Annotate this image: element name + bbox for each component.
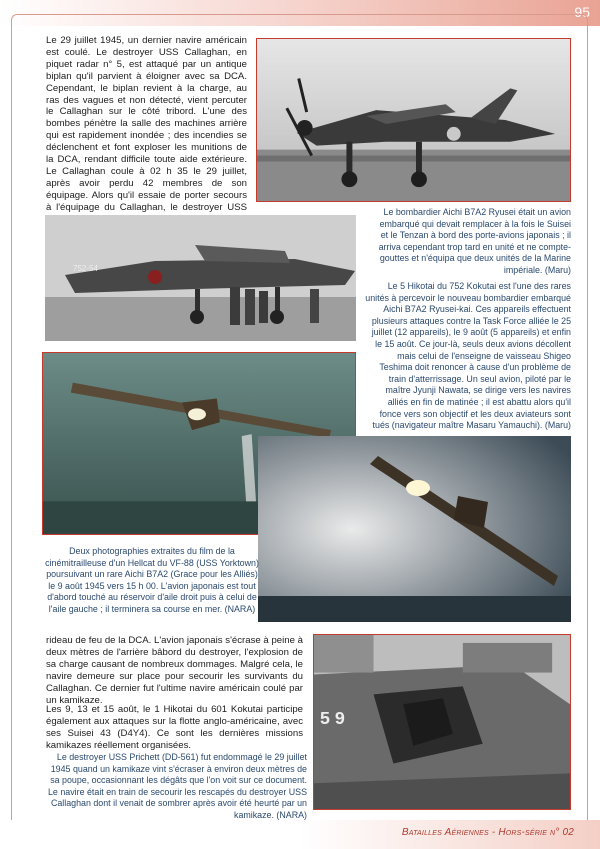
plane-code-label: 752-54 — [73, 264, 98, 273]
caption-aichi-ryusei: Le bombardier Aichi B7A2 Ryusei était un avion embarqué qui devait remplacer à la fois le Suisei et le Tenzan à bord des porte-avions japonais ; il arriva cependant trop tard en unité et ne compte-gouttes et n'équipa que deux unités de la Marine impériale. (Maru) — [378, 207, 571, 275]
footer-publication: Batailles Aériennes - Hors-série n° 02 — [401, 827, 574, 838]
caption-gun-camera: Deux photographies extraites du film de la cinémitrailleuse d'un Hellcat du VF-88 (USS Yorktown) poursuivant un rare Aichi B7A2 (Grace pour les Alliés) le 9 août 1945 vers 15 h 00. L'avion japonais est tout d'abord touché au réservoir d'aile droit puis à celui de l'aile gauche ; il terminera sa course en mer. (NARA) — [45, 546, 259, 614]
article-paragraph-2: rideau de feu de la DCA. L'avion japonais s'écrase à peine à deux mètres de l'arrière bâbord du destroyer, l'explosion de sa charge causant de nombreux dommages. Malgré cela, le navire demeure sur place pour secourir les survivants du Callaghan. Ce dernier fut l'ultime navire américain coulé par un kamikaze. — [46, 635, 303, 706]
photo-gun-camera-frame-2 — [258, 436, 571, 622]
article-paragraph-3: Les 9, 13 et 15 août, le 1 Hikotai du 601 Kokutai participe également aux attaques sur la flotte anglo-américaine, avec ses Suisei 43 (D4Y4). Ce sont les dernières missions kamikazes réellement organisées. — [46, 704, 303, 751]
caption-5-hikotai: Le 5 Hikotai du 752 Kokutai est l'une des rares unités à percevoir le nouveau bombardier embarqué Aichi B7A2 Ryusei-kai. Ces appareils effectuent plusieurs attaques contre la Task Force alliée le 25 juillet (12 appareils), le 9 août (5 appareils) et enfin le 15 août. Ce jour-là, seuls deux avions décollent mais celui de l'enseigne de vaisseau Shigeo Teshima doit renoncer à cause d'un problème de train d'atterrissage. Un seul avion, piloté par le maître Jyunji Nawata, se dirige vers les navires alliés en fin de matinée ; il est abattu alors qu'il fonce vers son objectif et les deux aviateurs sont tués (navigateur maître Masaru Yamauchi). (Maru) — [365, 281, 571, 431]
article-paragraph-1: Le 29 juillet 1945, un dernier navire américain est coulé. Le destroyer USS Callaghan, en piquet radar n° 5, est attaqué par un antique biplan qu'il parvient à éloigner avec sa DCA. Cependant, le biplan revient à la charge, au ras des vagues et non détecté, vient percuter le Callaghan sur le côté tribord. L'une des bombes pénètre la salle des machines arrière qui est rapidement inondée ; des incendies se déclenchent et font exploser les munitions de la DCA, rendant difficile toute aide extérieure. Le Callaghan coule à 02 h 35 le 29 juillet, après avoir perdu 42 membres de son équipage. Alors qu'il essaie de porter secours à l'équipage du Callaghan, le destroyer USS — [46, 35, 247, 213]
photo-aichi-on-deck — [256, 38, 571, 202]
caption-uss-prichett: Le destroyer USS Prichett (DD-561) fut endommagé le 29 juillet 1945 quand un kamikaze vint s'écraser à environ deux mètres de sa poupe, occasionnant les dégâts que l'on voit sur ce document. Le navire était en train de secourir les rescapés du destroyer USS Callaghan dont il venait de sombrer après avoir été heurté par un kamikaze. (NARA) — [48, 752, 307, 820]
photo-uss-prichett-damage — [313, 634, 571, 810]
photo-aichi-with-crew — [45, 215, 356, 341]
page-number: 95 — [574, 4, 590, 20]
ship-hull-number: 5 9 — [319, 708, 345, 728]
